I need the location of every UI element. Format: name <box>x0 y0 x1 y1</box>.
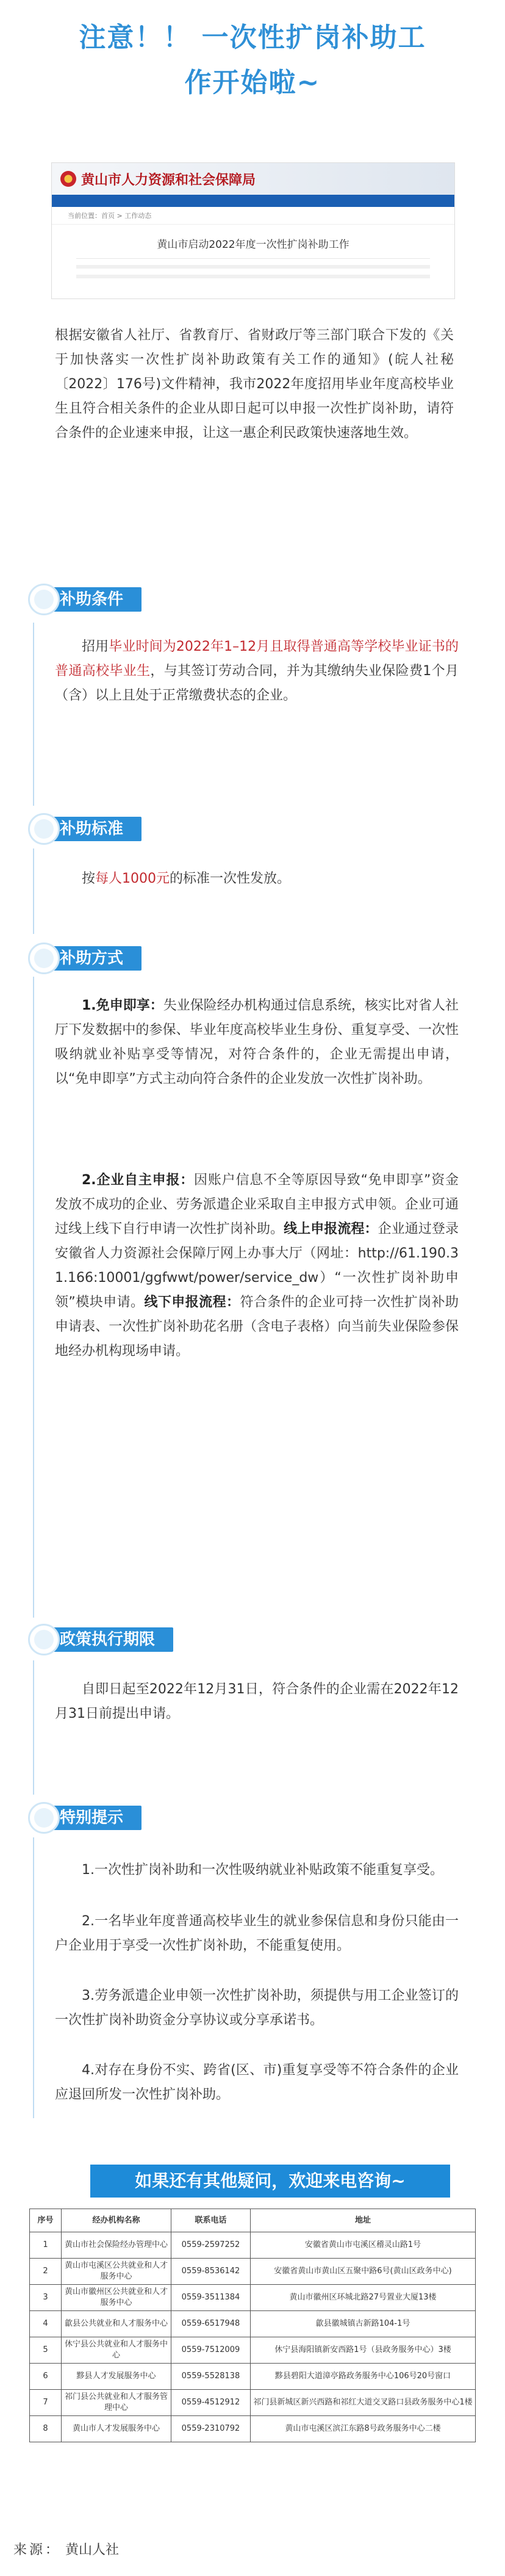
column-header: 序号 <box>30 2209 62 2232</box>
text-placeholder <box>76 275 430 278</box>
section-title-notes: 特别提示 <box>48 1806 141 1830</box>
standard-highlight: 每人1000元 <box>95 871 170 886</box>
intro-paragraph: 根据安徽省人社厅、省教育厅、省财政厅等三部门联合下发的《关于加快落实一次性扩岗补助政策有关工作的通知》(皖人社秘〔2022〕176号)文件精神，我市2022年度招用毕业年度高校毕业生且符合相关条件的企业从即日起可以申报一次性扩岗补助，请符合条件的企业速来申报，让这一惠企利民政策快速落地生效。 <box>55 328 454 441</box>
address: 休宁县海阳镇新安西路1号（县政务服务中心）3楼 <box>251 2337 476 2364</box>
website-screenshot <box>51 162 455 299</box>
connector-line <box>33 1660 34 1795</box>
offline-label: 线下申报流程： <box>144 1295 240 1310</box>
website-header <box>52 163 454 195</box>
row-number: 6 <box>30 2364 62 2390</box>
conditions-text-before: 招用 <box>82 639 109 654</box>
table-row <box>30 2311 476 2337</box>
connector-line <box>33 848 34 934</box>
agency-name: 黄山市人才发展服务中心 <box>62 2416 171 2442</box>
table-row <box>30 2390 476 2416</box>
table-row <box>30 2285 476 2311</box>
offline-text: 符合条件的企业可持一次性扩岗补助申请表、一次性扩岗补助花名册（含电子表格）向当前失业保险参保地经办机构现场申请。 <box>55 1295 459 1359</box>
online-text: 企业通过登录安徽省人力资源社会保障厅网上办事大厅（网址： <box>55 1221 459 1261</box>
note-1: 1.一次性扩岗补助和一次性吸纳就业补贴政策不能重复享受。 <box>82 1862 443 1878</box>
row-number: 7 <box>30 2390 62 2416</box>
headline-line-2: 作开始啦~ <box>184 67 321 98</box>
agency-name: 休宁县公共就业和人才服务中心 <box>62 2337 171 2364</box>
standard-text-after: 的标准一次性发放。 <box>170 871 291 886</box>
conditions-text-after: ，与其签订劳动合同，并为其缴纳失业保险费1个月（含）以上且处于正常缴费状态的企业。 <box>55 664 459 703</box>
section-tag-notes <box>28 1796 178 1839</box>
phone-number: 0559-3511384 <box>171 2285 251 2311</box>
method-paragraph-2 <box>55 1168 459 1364</box>
phone-number: 0559-6517948 <box>171 2311 251 2337</box>
section-title-period: 政策执行期限 <box>48 1627 173 1652</box>
source-line <box>13 2539 119 2558</box>
phone-number: 0559-7512009 <box>171 2337 251 2364</box>
row-number: 3 <box>30 2285 62 2311</box>
conditions-highlight: 毕业时间为2022年1–12月且取得普通高等学校毕业证书的普通高校毕业生 <box>55 639 459 679</box>
standard-paragraph <box>55 867 459 891</box>
website-nav-bar <box>52 195 454 207</box>
note-3: 3.劳务派遣企业申领一次性扩岗补助，须提供与用工企业签订的一次性扩岗补助资金分享协议或分享承诺书。 <box>55 1988 459 2028</box>
section-title-conditions: 补助条件 <box>48 587 141 612</box>
source-value: 黄山人社 <box>65 2542 120 2558</box>
website-breadcrumb: 当前位置：首页 > 工作动态 <box>52 207 454 225</box>
conditions-paragraph <box>55 635 459 708</box>
method-p2-text: 因账户信息不全等原因导致“免申即享”资金发放不成功的企业、劳务派遣企业采取自主申报方式申领。企业可通过线上线下自行申请一次性扩岗补助。 <box>55 1173 459 1237</box>
tag-circle-icon <box>28 813 60 845</box>
connector-line <box>33 623 34 806</box>
note-2: 2.一名毕业年度普通高校毕业生的就业参保信息和身份只能由一户企业用于享受一次性扩岗补助，不能重复使用。 <box>55 1914 459 1953</box>
headline <box>0 15 505 106</box>
table-row <box>30 2259 476 2285</box>
tag-circle-icon <box>28 1624 60 1655</box>
online-label: 线上申报流程： <box>284 1221 378 1237</box>
agency-name: 祁门县公共就业和人才服务管理中心 <box>62 2390 171 2416</box>
standard-text-before: 按 <box>82 871 96 886</box>
method-p1-label: 1.免申即享： <box>82 998 163 1013</box>
address: 黄山市屯溪区滨江东路8号政务服务中心二楼 <box>251 2416 476 2442</box>
emblem-icon <box>60 171 76 187</box>
phone-number: 0559-5528138 <box>171 2364 251 2390</box>
tag-circle-icon <box>28 584 60 615</box>
row-number: 1 <box>30 2232 62 2259</box>
phone-number: 0559-4512912 <box>171 2390 251 2416</box>
table-row <box>30 2364 476 2390</box>
table-header-row <box>30 2209 476 2232</box>
text-placeholder <box>76 265 430 269</box>
phone-number: 0559-2597252 <box>171 2232 251 2259</box>
method-p1-text: 失业保险经办机构通过信息系统，核实比对省人社厅下发数据中的参保、毕业年度高校毕业生身份、重复享受、一次性吸纳就业补贴享受等情况，对符合条件的，企业无需提出申请，以“免申即享”方式主动向符合条件的企业发放一次性扩岗补助。 <box>55 998 459 1087</box>
agency-name: 歙县公共就业和人才服务中心 <box>62 2311 171 2337</box>
tag-circle-icon <box>28 942 60 974</box>
method-p2-label: 2.企业自主申报： <box>82 1173 195 1188</box>
column-header: 联系电话 <box>171 2209 251 2232</box>
website-article-title: 黄山市启动2022年度一次性扩岗补助工作 <box>157 239 349 251</box>
column-header: 经办机构名称 <box>62 2209 171 2232</box>
website-site-name: 黄山市人力资源和社会保障局 <box>81 172 256 188</box>
section-title-method: 补助方式 <box>48 946 141 971</box>
headline-line-1: 注意！！ 一次性扩岗补助工 <box>79 22 426 53</box>
section-tag-standard <box>28 807 178 850</box>
address: 安徽省黄山市黄山区五聚中路6号(黄山区政务中心) <box>251 2259 476 2285</box>
address: 安徽省黄山市屯溪区稽灵山路1号 <box>251 2232 476 2259</box>
method-paragraph-1 <box>55 994 459 1091</box>
section-tag-period <box>28 1618 178 1660</box>
table-row <box>30 2337 476 2364</box>
connector-line <box>33 1837 34 2118</box>
row-number: 5 <box>30 2337 62 2364</box>
address: 祁门县新城区新兴西路和祁红大道交叉路口县政务服务中心1楼 <box>251 2390 476 2416</box>
section-tag-conditions <box>28 577 178 620</box>
row-number: 4 <box>30 2311 62 2337</box>
divider <box>76 258 430 259</box>
contact-table <box>29 2209 476 2442</box>
tag-circle-icon <box>28 1802 60 1834</box>
section-title-standard: 补助标准 <box>48 817 141 841</box>
address: 歙县徽城镇古新路104-1号 <box>251 2311 476 2337</box>
address: 黄山市徽州区环城北路27号置业大厦13楼 <box>251 2285 476 2311</box>
connector-line <box>33 977 34 1618</box>
note-4: 4.对存在身份不实、跨省(区、市)重复享受等不符合条件的企业应退回所发一次性扩岗补助。 <box>55 2063 459 2102</box>
table-row <box>30 2232 476 2259</box>
agency-name: 黄山市徽州区公共就业和人才服务中心 <box>62 2285 171 2311</box>
online-url-link[interactable]: http://61.190.31.166:10001/ggfwwt/power/service_dw <box>55 1246 459 1286</box>
table-row <box>30 2416 476 2442</box>
row-number: 8 <box>30 2416 62 2442</box>
agency-name: 黟县人才发展服务中心 <box>62 2364 171 2390</box>
section-tag-method <box>28 936 178 979</box>
online-text-2: ）“一次性扩岗补助申领”模块申请。 <box>55 1270 459 1310</box>
contact-heading: 如果还有其他疑问，欢迎来电咨询~ <box>90 2165 450 2198</box>
phone-number: 0559-2310792 <box>171 2416 251 2442</box>
row-number: 2 <box>30 2259 62 2285</box>
agency-name: 黄山市社会保险经办管理中心 <box>62 2232 171 2259</box>
period-paragraph: 自即日起至2022年12月31日，符合条件的企业需在2022年12月31日前提出申请。 <box>55 1682 459 1721</box>
column-header: 地址 <box>251 2209 476 2232</box>
source-label: 来源： <box>13 2542 62 2558</box>
address: 黟县碧阳大道漳亭路政务服务中心106号20号窗口 <box>251 2364 476 2390</box>
phone-number: 0559-8536142 <box>171 2259 251 2285</box>
agency-name: 黄山市屯溪区公共就业和人才服务中心 <box>62 2259 171 2285</box>
